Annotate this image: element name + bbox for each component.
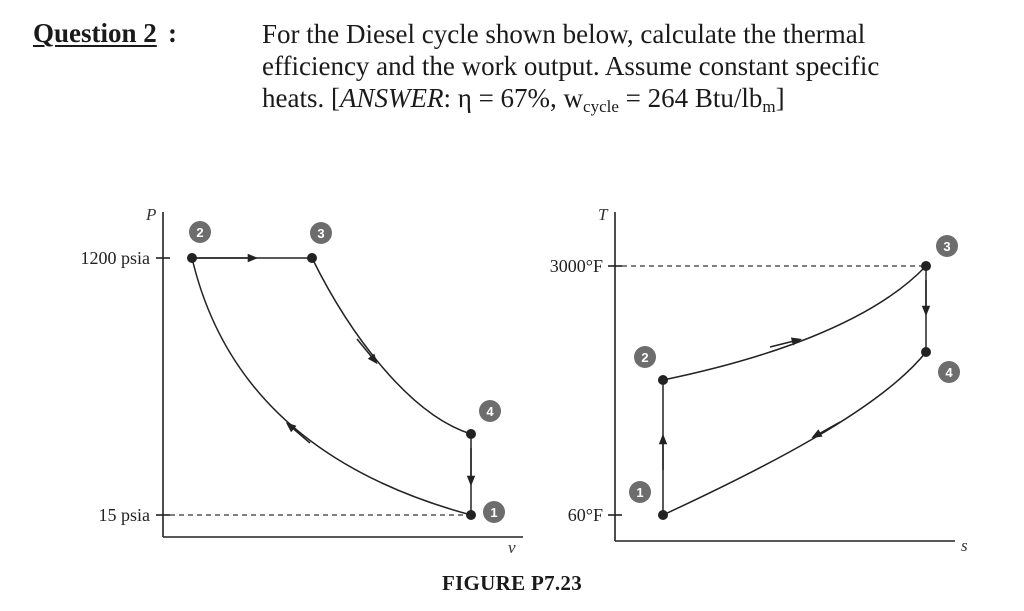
ts-state-2-label: 2 <box>641 350 649 365</box>
question-line-1: For the Diesel cycle shown below, calculate the thermal <box>262 19 866 49</box>
pv-tick-label-1200: 1200 psia <box>80 248 150 268</box>
pv-state-2-label: 2 <box>196 225 204 240</box>
pv-state-3-label: 3 <box>317 226 325 241</box>
ts-state-2-badge <box>634 346 656 368</box>
ts-tick-label-60: 60°F <box>567 505 603 525</box>
figure-caption: FIGURE P7.23 <box>441 571 583 595</box>
answer-close: ] <box>775 83 785 113</box>
question-line-2: efficiency and the work output. Assume constant specific <box>262 51 880 81</box>
pv-volume-axis-label: v <box>508 538 516 557</box>
pv-state-2-dot <box>187 253 197 263</box>
ts-state-1-dot <box>658 510 668 520</box>
ts-diagram <box>550 205 968 555</box>
mass-subscript: m <box>762 97 776 116</box>
question-number: Question 2 <box>33 18 157 48</box>
pv-state-3-badge <box>310 222 332 244</box>
eta-part: : η = 67%, w <box>443 83 584 113</box>
pv-state-1-badge <box>483 501 505 523</box>
question-colon: : <box>168 18 177 48</box>
pv-state-1-label: 1 <box>490 505 498 520</box>
pv-arrow-3-4 <box>357 339 375 361</box>
ts-temperature-axis-label: T <box>598 205 608 224</box>
pv-diagram <box>81 205 524 557</box>
ts-state-4-dot <box>921 347 931 357</box>
ts-state-3-badge <box>936 235 958 257</box>
pv-process-1-2 <box>192 258 471 515</box>
ts-entropy-axis-label: s <box>961 536 968 555</box>
ts-state-3-label: 3 <box>943 239 951 254</box>
ts-state-2-dot <box>658 375 668 385</box>
pv-state-3-dot <box>307 253 317 263</box>
pv-arrow-1-2 <box>289 425 310 443</box>
pv-state-1-dot <box>466 510 476 520</box>
pv-state-4-badge <box>479 400 501 422</box>
ts-state-3-dot <box>921 261 931 271</box>
cycle-subscript: cycle <box>583 97 619 116</box>
ts-arrow-4-1 <box>815 422 840 436</box>
ts-process-4-1 <box>663 352 926 515</box>
ts-state-1-badge <box>629 481 651 503</box>
ts-tick-label-3000: 3000°F <box>549 256 603 276</box>
pv-state-4-dot <box>466 429 476 439</box>
ts-process-2-3 <box>663 266 926 380</box>
ts-state-4-badge <box>938 361 960 383</box>
pv-state-4-label: 4 <box>486 404 494 419</box>
line3-prefix: heats. [ <box>262 83 340 113</box>
pv-tick-label-15: 15 psia <box>98 505 150 525</box>
pv-state-2-badge <box>189 221 211 243</box>
pv-process-3-4 <box>312 258 471 434</box>
work-part: = 264 Btu/lb <box>618 83 763 113</box>
ts-state-1-label: 1 <box>636 485 644 500</box>
ts-state-4-label: 4 <box>945 365 953 380</box>
pv-pressure-axis-label: P <box>146 205 157 224</box>
answer-word: ANSWER <box>339 83 444 113</box>
